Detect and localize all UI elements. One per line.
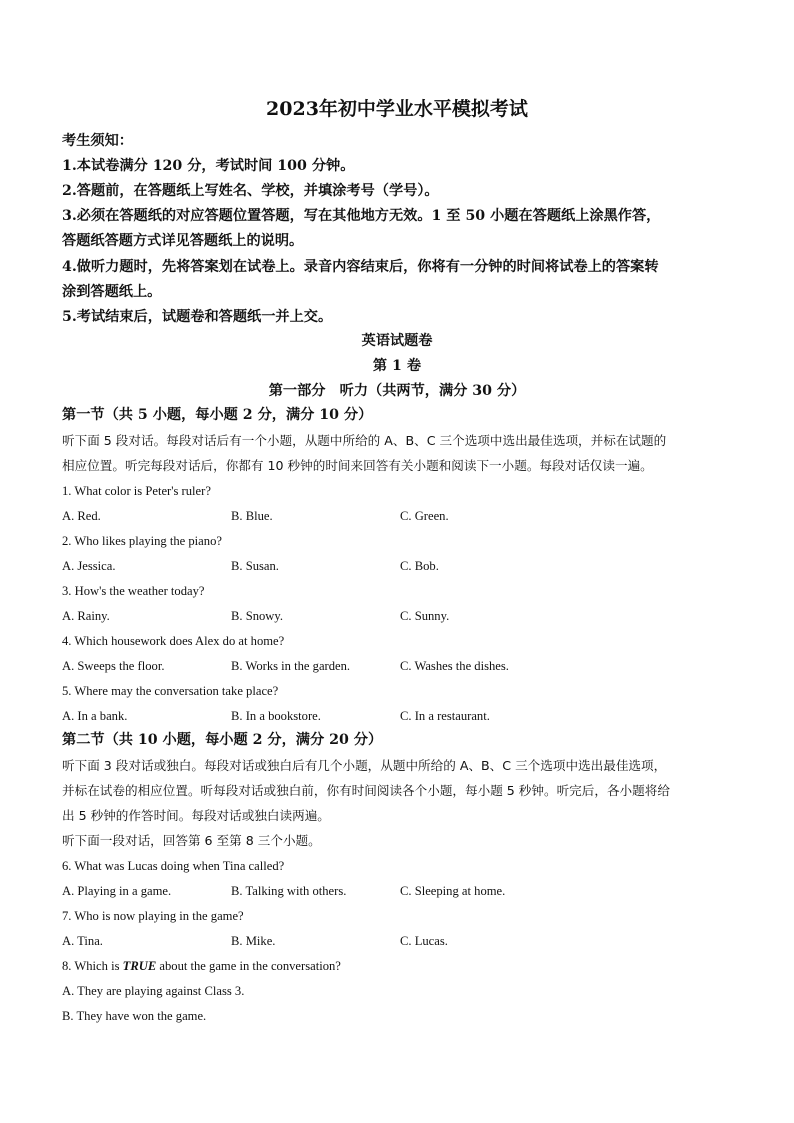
notice-item: 涂到答题纸上。	[62, 284, 162, 300]
section-two-instructions: 出 5 秒钟的作答时间。每段对话或独白读两遍。	[62, 808, 330, 823]
question-5-option-b: B. In a bookstore.	[231, 709, 321, 723]
question-3-option-a: A. Rainy.	[62, 609, 110, 623]
question-8-prefix: 8. Which is	[62, 959, 123, 973]
notice-item: 2.答题前，在答题纸上写姓名、学校，并填涂考号（学号）。	[62, 183, 439, 199]
question-6-option-c: C. Sleeping at home.	[400, 884, 506, 898]
question-2-option-b: B. Susan.	[231, 559, 279, 573]
question-4-option-b: B. Works in the garden.	[231, 659, 351, 673]
question-8-suffix: about the game in the conversation?	[156, 959, 341, 973]
question-6: 6. What was Lucas doing when Tina called?	[62, 859, 285, 873]
section-two-instructions: 听下面 3 段对话或独白。每段对话或独白后有几个小题，从题中所给的 A、B、C 三个选项中选出最佳选项，	[62, 758, 667, 773]
section-one-instructions: 听下面 5 段对话。每段对话后有一个小题，从题中所给的 A、B、C 三个选项中选出最佳选项，并标在试题的	[62, 433, 667, 448]
question-8-emphasis: TRUE	[122, 959, 157, 973]
notice-item: 5.考试结束后，试题卷和答题纸一并上交。	[62, 309, 333, 325]
section-two-sub-instruction: 听下面一段对话，回答第 6 至第 8 三个小题。	[62, 833, 321, 848]
exam-title: 2023年初中学业水平模拟考试	[266, 98, 528, 120]
section-two-heading: 第二节（共 10 小题，每小题 2 分，满分 20 分）	[62, 732, 383, 748]
question-1: 1. What color is Peter's ruler?	[62, 484, 211, 498]
question-4-option-a: A. Sweeps the floor.	[62, 659, 165, 673]
question-6-option-a: A. Playing in a game.	[62, 884, 172, 898]
question-8	[62, 957, 341, 975]
notice-item: 答题纸答题方式详见答题纸上的说明。	[62, 233, 304, 249]
question-5-option-c: C. In a restaurant.	[400, 709, 490, 723]
paper-title: 英语试题卷	[361, 333, 433, 349]
question-2: 2. Who likes playing the piano?	[62, 534, 222, 548]
question-6-option-b: B. Talking with others.	[231, 884, 347, 898]
question-3-option-b: B. Snowy.	[231, 609, 284, 623]
question-8-option-a: A. They are playing against Class 3.	[62, 984, 245, 998]
question-7-option-a: A. Tina.	[62, 934, 103, 948]
question-1-option-c: C. Green.	[400, 509, 449, 523]
question-1-option-b: B. Blue.	[231, 509, 273, 523]
question-3: 3. How's the weather today?	[62, 584, 205, 598]
question-7-option-c: C. Lucas.	[400, 934, 448, 948]
volume-label: 第 1 卷	[372, 358, 422, 374]
notice-item: 1.本试卷满分 120 分，考试时间 100 分钟。	[62, 158, 355, 174]
question-8-option-b: B. They have won the game.	[62, 1009, 207, 1023]
part-one-heading: 第一部分 听力（共两节，满分 30 分）	[268, 383, 526, 399]
notice-heading: 考生须知：	[62, 133, 133, 149]
question-1-option-a: A. Red.	[62, 509, 101, 523]
section-one-heading: 第一节（共 5 小题，每小题 2 分，满分 10 分）	[62, 407, 373, 423]
question-5: 5. Where may the conversation take place?	[62, 684, 279, 698]
question-3-option-c: C. Sunny.	[400, 609, 450, 623]
section-two-instructions: 并标在试卷的相应位置。听每段对话或独白前，你有时间阅读各个小题，每小题 5 秒钟。听完后，各小题将给	[62, 783, 670, 798]
question-7: 7. Who is now playing in the game?	[62, 909, 244, 923]
question-5-option-a: A. In a bank.	[62, 709, 128, 723]
notice-item: 4.做听力题时，先将答案划在试卷上。录音内容结束后，你将有一分钟的时间将试卷上的答案转	[62, 259, 659, 275]
question-4: 4. Which housework does Alex do at home?	[62, 634, 285, 648]
question-7-option-b: B. Mike.	[231, 934, 276, 948]
section-one-instructions: 相应位置。听完每段对话后，你都有 10 秒钟的时间来回答有关小题和阅读下一小题。每段对话仅读一遍。	[62, 458, 653, 473]
question-2-option-a: A. Jessica.	[62, 559, 116, 573]
question-4-option-c: C. Washes the dishes.	[400, 659, 509, 673]
notice-item: 3.必须在答题纸的对应答题位置答题，写在其他地方无效。1 至 50 小题在答题纸上涂黑作答，	[62, 208, 661, 224]
question-2-option-c: C. Bob.	[400, 559, 439, 573]
